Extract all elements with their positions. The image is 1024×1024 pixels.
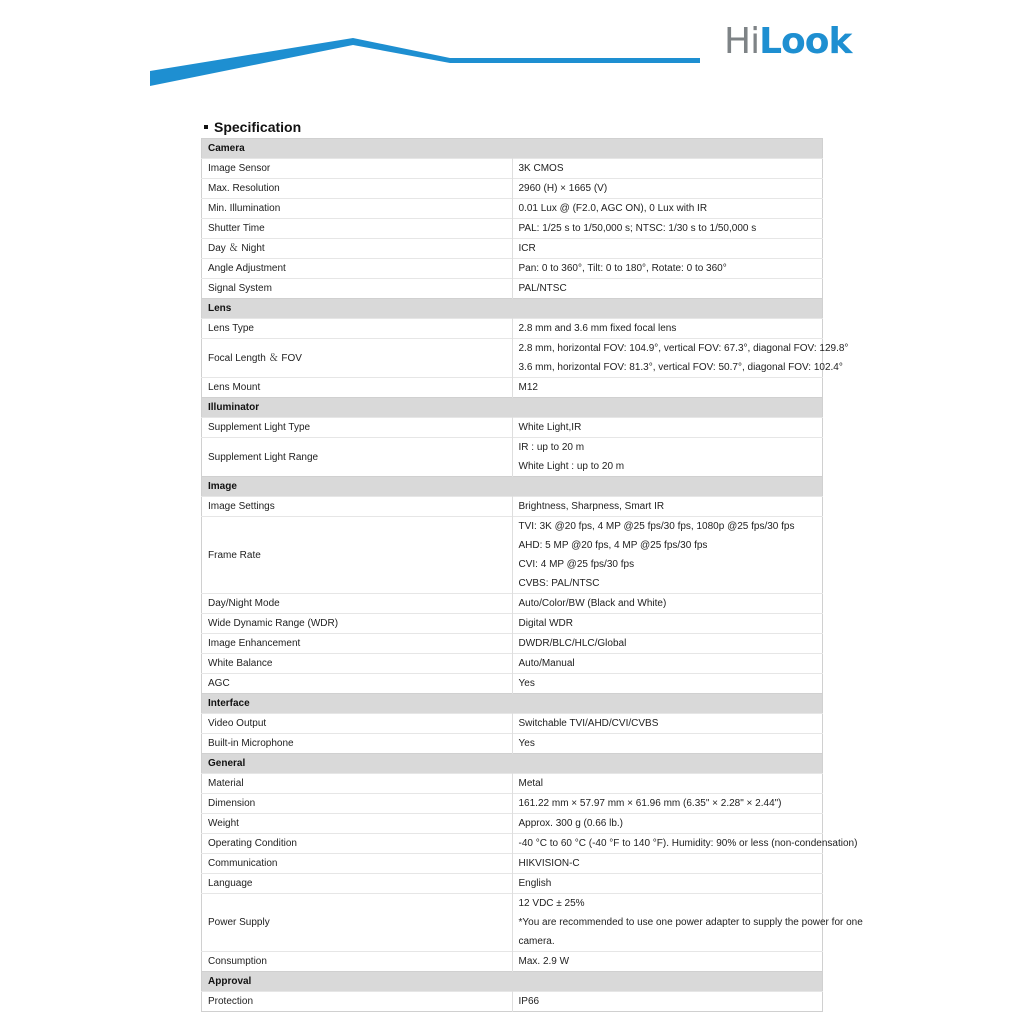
spec-value — [512, 438, 823, 477]
spec-value-line: DWDR/BLC/HLC/Global — [518, 638, 627, 649]
spec-row — [202, 774, 823, 794]
spec-label: Min. Illumination — [202, 199, 513, 219]
spec-row — [202, 438, 823, 477]
spec-value — [512, 339, 849, 378]
spec-row — [202, 992, 823, 1012]
spec-value-line: CVI: 4 MP @25 fps/30 fps — [518, 559, 635, 570]
logo-hi-text: Hi — [724, 21, 760, 62]
spec-value-line: 3.6 mm, horizontal FOV: 81.3°, vertical FOV: 50.7°, diagonal FOV: 102.4° — [518, 362, 843, 373]
spec-row — [202, 834, 823, 854]
spec-value — [512, 279, 823, 299]
spec-row — [202, 418, 823, 438]
spec-value-line: 2.8 mm and 3.6 mm fixed focal lens — [518, 323, 677, 334]
spec-value — [512, 634, 823, 654]
spec-value-line: *You are recommended to use one power adapter to supply the power for one — [518, 917, 863, 928]
spec-row — [202, 199, 823, 219]
spec-label: Image Sensor — [202, 159, 513, 179]
spec-row — [202, 219, 823, 239]
section-title: Interface — [202, 694, 823, 714]
spec-value — [512, 854, 823, 874]
spec-value-line: 2960 (H) × 1665 (V) — [518, 183, 608, 194]
spec-value — [512, 674, 823, 694]
section-header-row — [202, 398, 823, 418]
spec-value — [512, 319, 823, 339]
specification-table — [201, 138, 863, 1012]
spec-value-line: White Light,IR — [518, 422, 582, 433]
spec-value-line: Switchable TVI/AHD/CVI/CVBS — [518, 718, 659, 729]
spec-label: Supplement Light Range — [202, 438, 513, 477]
spec-value-line: 3K CMOS — [518, 163, 564, 174]
spec-value-line: 161.22 mm × 57.97 mm × 61.96 mm (6.35" × 2.28" × 2.44") — [518, 798, 782, 809]
spec-value — [512, 714, 823, 734]
spec-value-line: PAL/NTSC — [518, 283, 567, 294]
spec-row — [202, 894, 823, 952]
section-header-row — [202, 972, 823, 992]
spec-label: Built-in Microphone — [202, 734, 513, 754]
spec-label: Day ＆ Night — [202, 239, 513, 259]
spec-row — [202, 734, 823, 754]
spec-label: Weight — [202, 814, 513, 834]
spec-label: Language — [202, 874, 513, 894]
logo-look-text: Look — [759, 21, 852, 62]
spec-value-line: Yes — [518, 738, 535, 749]
spec-row — [202, 179, 823, 199]
spec-label: Day/Night Mode — [202, 594, 513, 614]
spec-value — [512, 794, 823, 814]
spec-value — [512, 378, 823, 398]
specification-heading — [204, 119, 301, 135]
spec-row — [202, 854, 823, 874]
spec-label: Focal Length ＆ FOV — [202, 339, 513, 378]
spec-label: Operating Condition — [202, 834, 513, 854]
spec-value-line: IP66 — [518, 996, 540, 1007]
spec-value-line: Yes — [518, 678, 535, 689]
spec-label: Protection — [202, 992, 513, 1012]
section-header-row — [202, 299, 823, 319]
spec-value-line: 2.8 mm, horizontal FOV: 104.9°, vertical FOV: 67.3°, diagonal FOV: 129.8° — [518, 343, 849, 354]
spec-row — [202, 259, 823, 279]
section-header-row — [202, 694, 823, 714]
section-title: Lens — [202, 299, 823, 319]
spec-row — [202, 614, 823, 634]
spec-label: Lens Mount — [202, 378, 513, 398]
spec-value-line: TVI: 3K @20 fps, 4 MP @25 fps/30 fps, 1080p @25 fps/30 fps — [518, 521, 795, 532]
spec-label: Communication — [202, 854, 513, 874]
spec-value — [512, 654, 823, 674]
spec-value — [512, 992, 823, 1012]
spec-value-line: Auto/Manual — [518, 658, 575, 669]
spec-label: Lens Type — [202, 319, 513, 339]
spec-row — [202, 874, 823, 894]
section-title: Image — [202, 477, 823, 497]
spec-label: Signal System — [202, 279, 513, 299]
hilook-logo — [724, 21, 852, 62]
section-header-row — [202, 477, 823, 497]
section-title: Camera — [202, 139, 823, 159]
spec-label: Max. Resolution — [202, 179, 513, 199]
section-header-row — [202, 139, 823, 159]
spec-row — [202, 634, 823, 654]
spec-label: Dimension — [202, 794, 513, 814]
section-title: General — [202, 754, 823, 774]
spec-value — [512, 774, 823, 794]
spec-value-line: HIKVISION-C — [518, 858, 580, 869]
spec-value-line: M12 — [518, 382, 538, 393]
spec-value — [512, 219, 823, 239]
spec-label: Consumption — [202, 952, 513, 972]
spec-row — [202, 497, 823, 517]
spec-row — [202, 794, 823, 814]
header-banner — [0, 0, 1024, 110]
section-header-row — [202, 754, 823, 774]
spec-value-line: camera. — [518, 936, 555, 947]
spec-value — [512, 834, 858, 854]
spec-value — [512, 159, 823, 179]
spec-row — [202, 378, 823, 398]
spec-value-line: Brightness, Sharpness, Smart IR — [518, 501, 665, 512]
spec-row — [202, 594, 823, 614]
section-title: Illuminator — [202, 398, 823, 418]
spec-value-line: English — [518, 878, 552, 889]
spec-value-line: Max. 2.9 W — [518, 956, 570, 967]
spec-row — [202, 239, 823, 259]
spec-row — [202, 814, 823, 834]
spec-value-line: Pan: 0 to 360°, Tilt: 0 to 180°, Rotate: 0 to 360° — [518, 263, 727, 274]
spec-value-line: PAL: 1/25 s to 1/50,000 s; NTSC: 1/30 s to 1/50,000 s — [518, 223, 757, 234]
spec-value — [512, 894, 863, 952]
spec-value-line: 0.01 Lux @ (F2.0, AGC ON), 0 Lux with IR — [518, 203, 708, 214]
spec-row — [202, 674, 823, 694]
spec-value — [512, 418, 823, 438]
spec-label: Image Enhancement — [202, 634, 513, 654]
spec-label: Video Output — [202, 714, 513, 734]
spec-value-line: White Light : up to 20 m — [518, 461, 625, 472]
spec-label: Material — [202, 774, 513, 794]
section-title: Approval — [202, 972, 823, 992]
spec-label: Supplement Light Type — [202, 418, 513, 438]
spec-label: AGC — [202, 674, 513, 694]
spec-label: Image Settings — [202, 497, 513, 517]
spec-label: Shutter Time — [202, 219, 513, 239]
spec-row — [202, 159, 823, 179]
spec-value — [512, 814, 823, 834]
spec-value — [512, 179, 823, 199]
spec-label: Wide Dynamic Range (WDR) — [202, 614, 513, 634]
spec-row — [202, 517, 823, 594]
spec-label: White Balance — [202, 654, 513, 674]
spec-value-line: IR : up to 20 m — [518, 442, 585, 453]
spec-value-line: Approx. 300 g (0.66 lb.) — [518, 818, 624, 829]
spec-value-line: Digital WDR — [518, 618, 573, 629]
banner-swoosh — [150, 38, 700, 86]
spec-value-line: Auto/Color/BW (Black and White) — [518, 598, 667, 609]
spec-row — [202, 654, 823, 674]
spec-value — [512, 259, 823, 279]
spec-value-line: AHD: 5 MP @20 fps, 4 MP @25 fps/30 fps — [518, 540, 708, 551]
spec-label: Frame Rate — [202, 517, 513, 594]
spec-value — [512, 614, 823, 634]
spec-row — [202, 279, 823, 299]
spec-value — [512, 594, 823, 614]
spec-value-line: 12 VDC ± 25% — [518, 898, 585, 909]
spec-label: Angle Adjustment — [202, 259, 513, 279]
spec-label: Power Supply — [202, 894, 513, 952]
spec-value-line: Metal — [518, 778, 543, 789]
spec-value — [512, 517, 823, 594]
spec-value — [512, 952, 823, 972]
spec-value — [512, 874, 823, 894]
spec-value — [512, 497, 823, 517]
spec-row — [202, 339, 823, 378]
spec-value-line: -40 °C to 60 °C (-40 °F to 140 °F). Humidity: 90% or less (non-condensation) — [518, 838, 858, 849]
spec-value-line: CVBS: PAL/NTSC — [518, 578, 600, 589]
spec-value — [512, 199, 823, 219]
spec-value — [512, 734, 823, 754]
spec-row — [202, 952, 823, 972]
spec-row — [202, 714, 823, 734]
heading-bullet-icon — [204, 125, 208, 129]
spec-row — [202, 319, 823, 339]
spec-value-line: ICR — [518, 243, 536, 254]
spec-value — [512, 239, 823, 259]
specification-title: Specification — [214, 119, 302, 135]
